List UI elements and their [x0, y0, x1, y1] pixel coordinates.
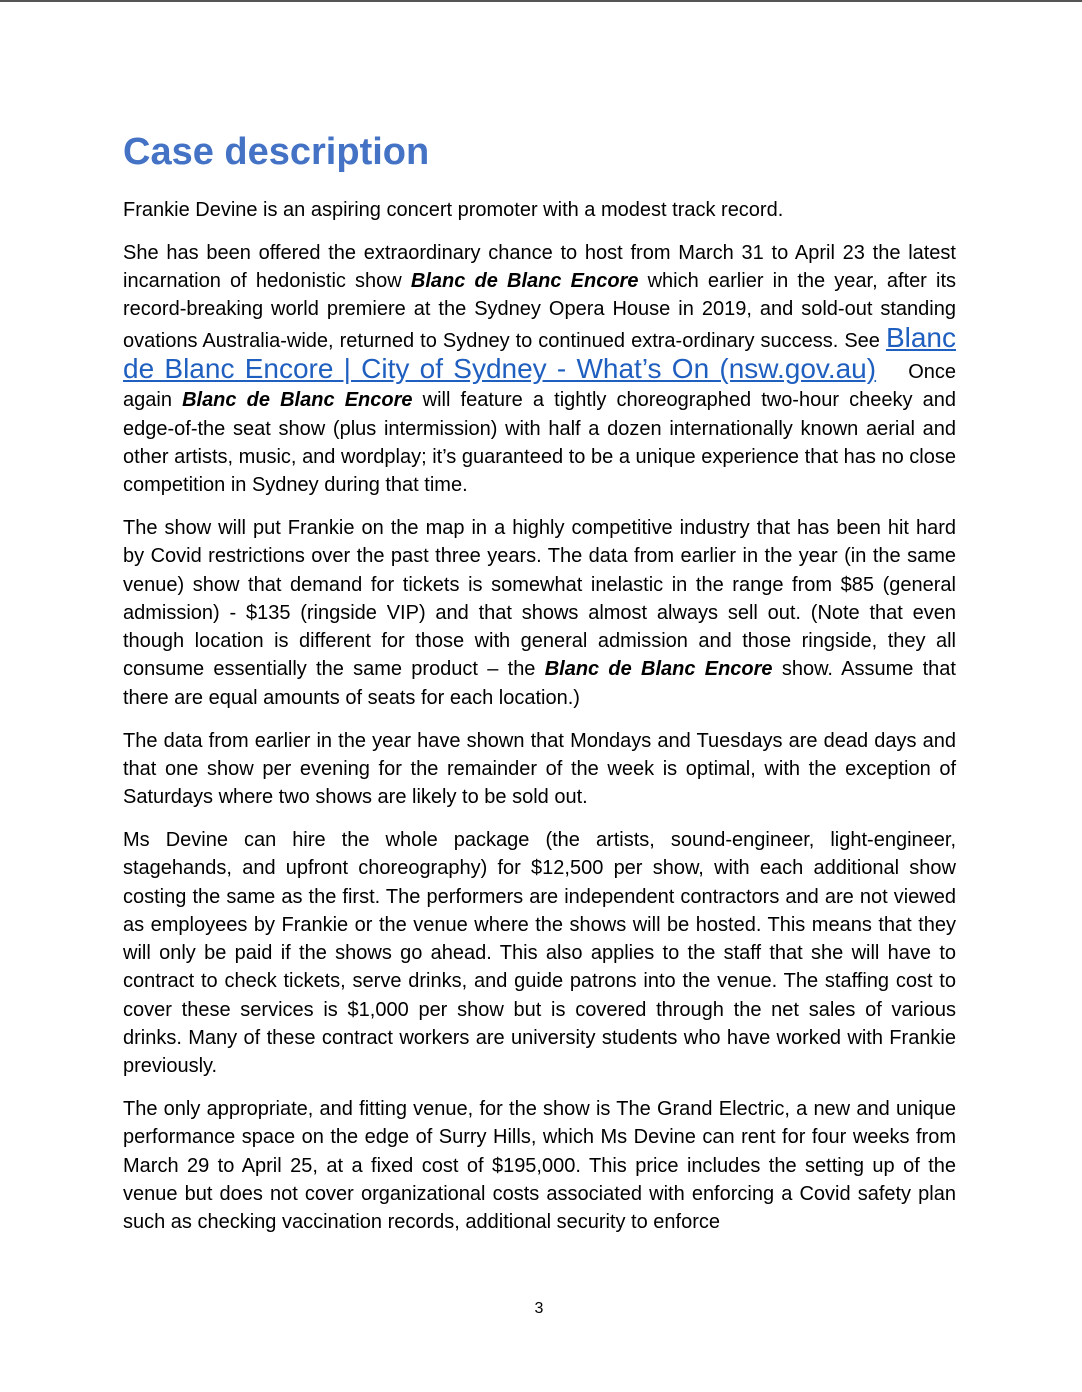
page-number: 3 [534, 1300, 544, 1317]
paragraph-6: The only appropriate, and fitting venue, for the show is The Grand Electric, a new and unique performance space on the edge of Surry Hills, which Ms Devine can rent for four weeks from March 29 to April 25, at a fixed cost of $195,000. This price includes the setting up of the venue but does not cover organizational costs associated with enforcing a Covid safety plan such as checking vaccination records, additional security to enforce [123, 1098, 956, 1234]
show-title: Blanc de Blanc Encore [544, 658, 773, 681]
top-border [0, 0, 1082, 2]
paragraph-2 [123, 239, 962, 500]
section-heading: Case description [123, 131, 430, 173]
text: Once again [123, 360, 962, 412]
text: will feature a tightly choreographed two-hour cheeky and edge-of-the seat show (plus intermission) with half a dozen internationally known aerial and other artists, music, and wordplay; it’s guaranteed to be a unique experience that has no close competition in Sydney during that time. [123, 389, 956, 497]
paragraph-1: Frankie Devine is an aspiring concert promoter with a modest track record. [123, 199, 784, 221]
text: She has been offered the extraordinary chance to host from March 31 to April 23 the latest incarnation of hedonistic show [123, 241, 956, 293]
text: which earlier in the year, after its record-breaking world premiere at the Sydney Opera House in 2019, and sold-out standing ovations Australia-wide, returned to Sydney to continued extra-ordinary success. See [123, 270, 957, 352]
document-page [123, 128, 962, 1251]
text: show. Assume that there are equal amounts of seats for each location.) [123, 658, 956, 709]
paragraph-5: Ms Devine can hire the whole package (the artists, sound-engineer, light-engineer, stagehands, and upfront choreography) for $12,500 per show, with each additional show costing the same as the first. The performers are independent contractors and are not viewed as employees by Frankie or the venue where the shows will be hosted. This means that they will only be paid if the shows go ahead. This also applies to the staff that she will have to contract to check tickets, serve drinks, and guide patrons into the venue. The staffing cost to cover these services is $1,000 per show but is covered through the net sales of various drinks. Many of these contract workers are university students who have worked with Frankie previously. [123, 828, 956, 1078]
paragraph-3 [123, 514, 956, 712]
text: The show will put Frankie on the map in a highly competitive industry that has been hit hard by Covid restrictions over the past three years. The data from earlier in the year (in the same venue) show that demand for tickets is somewhat inelastic in the range from $85 (general admission) - $135 (ringside VIP) and that shows almost always sell out. (Note that even though location is different for those with general admission and those ringside, they all consume essentially the same product – the [123, 516, 956, 681]
city-of-sydney-link[interactable]: Blanc de Blanc Encore | City of Sydney - What’s On (nsw.gov.au) [123, 321, 956, 384]
show-title: Blanc de Blanc Encore [410, 270, 639, 293]
show-title: Blanc de Blanc Encore [182, 389, 413, 412]
paragraph-4: The data from earlier in the year have shown that Mondays and Tuesdays are dead days and that one show per evening for the remainder of the week is optimal, with the exception of Saturdays where two shows are likely to be sold out. [123, 729, 956, 809]
